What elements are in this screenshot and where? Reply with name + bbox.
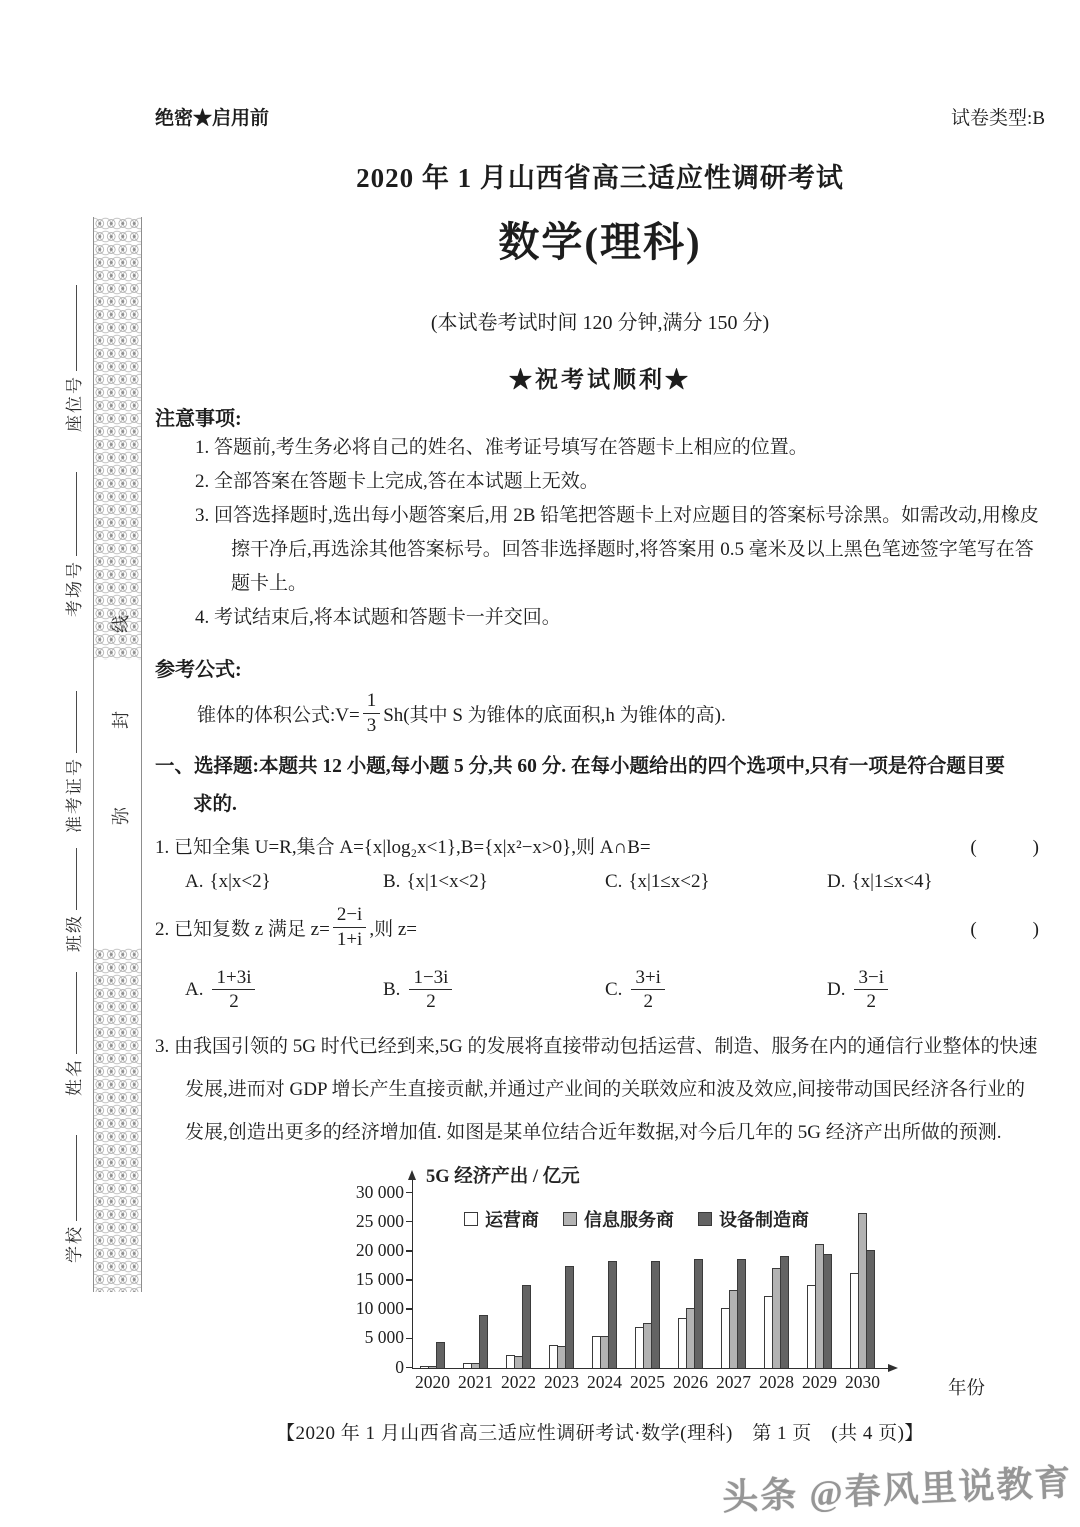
x-category-label: 2022 (501, 1371, 536, 1392)
label-class: 班级 (65, 914, 84, 952)
fraction-numerator: 1 (363, 690, 381, 713)
legend-label: 设备制造商 (719, 1209, 809, 1230)
y-tick-mark (406, 1192, 412, 1193)
option-b: B. {x|1<x<2} (383, 871, 488, 892)
x-category-label: 2030 (845, 1371, 880, 1392)
notice-item-3: 3. 回答选择题时,选出每小题答案后,用 2B 铅笔把答题卡上对应题目的答案标号涂黑。如需改动,用橡皮擦干净后,再选涂其他答案标号。回答非选择题时,将答案用 0.5 毫米及以上黑色笔迹签字笔写在答题卡上。 (195, 505, 1039, 594)
notice-item-4: 4. 考试结束后,将本试题和答题卡一并交回。 (195, 607, 561, 628)
x-axis-line (412, 1368, 888, 1369)
reference-formula-heading: 参考公式: (155, 659, 242, 681)
legend-item (698, 1206, 809, 1232)
fill-in-blank-line (76, 848, 77, 910)
chart-x-axis-label: 年份 (948, 1378, 986, 1399)
y-tick-mark (406, 1279, 412, 1280)
y-tick-label: 10 000 (355, 1298, 404, 1319)
option-d: D. {x|1≤x<4} (827, 871, 933, 892)
fill-in-blank-line (76, 472, 77, 556)
option-b: B. $\frac{1-3i}{2}$ (383, 967, 605, 1013)
bar (866, 1250, 875, 1368)
watermark-text: 头条 @春风里说教育 (720, 1462, 1073, 1518)
page-footer: 【2020 年 1 月山西省高三适应性调研考试·数学(理科) 第 1 页 (共 4 页)】 (276, 1422, 924, 1444)
formula-prefix: 锥体的体积公式:V= (197, 704, 360, 726)
question-2-options (155, 967, 1045, 1013)
question-3 (155, 1025, 1045, 1154)
x-category-label: 2027 (716, 1371, 751, 1392)
bar (823, 1254, 832, 1368)
fill-in-blank-line (76, 972, 77, 1054)
legend-item (464, 1206, 539, 1232)
chart-legend (464, 1206, 809, 1232)
fill-in-blank-line (76, 1135, 77, 1221)
notice-item-1: 1. 答题前,考生务必将自己的姓名、准考证号填写在答题卡上相应的位置。 (195, 437, 808, 458)
question-3-line-2: 发展,进而对 GDP 增长产生直接贡献,并通过产业间的关联效应和波及效应,间接带动国民经济各行业的 (185, 1078, 1026, 1100)
bar (479, 1315, 488, 1368)
y-tick-label: 25 000 (355, 1210, 404, 1231)
question-1-answer-bracket: ( ) (970, 837, 1045, 858)
chart-wrapper (348, 1160, 1045, 1412)
section-heading-line-2: 求的. (193, 794, 237, 815)
bar (565, 1266, 574, 1368)
bar (780, 1256, 789, 1368)
legend-label: 运营商 (485, 1209, 539, 1230)
x-axis-arrow-icon (888, 1364, 898, 1372)
option-c: C. {x|1≤x<2} (605, 871, 710, 892)
section-1-heading (155, 748, 1045, 824)
y-tick-label: 0 (395, 1356, 404, 1377)
exam-duration-subtitle: (本试卷考试时间 120 分钟,满分 150 分) (430, 312, 770, 334)
fill-in-blank-line (76, 285, 77, 371)
cone-volume-formula (197, 690, 1045, 736)
y-tick-mark (406, 1338, 412, 1339)
label-exam-room-number: 考场号 (65, 560, 84, 617)
legend-swatch-icon (698, 1212, 712, 1226)
top-header-row (155, 103, 1045, 130)
bar (608, 1261, 617, 1368)
option-a: A. $\frac{1+3i}{2}$ (185, 967, 383, 1013)
exam-content (155, 103, 1045, 1445)
x-category-label: 2020 (415, 1371, 450, 1392)
chart-y-axis-title: 5G 经济产出 / 亿元 (426, 1166, 580, 1187)
label-seat-number: 座位号 (65, 375, 84, 432)
label-admission-ticket-number: 准考证号 (65, 757, 84, 833)
option-c: C. $\frac{3+i}{2}$ (605, 967, 827, 1013)
seal-band (93, 217, 142, 1292)
question-2-stem: 2. 已知复数 z 满足 z= $\frac{2-i}{1+i}$ ,则 z= (155, 904, 417, 950)
y-tick-mark (406, 1367, 412, 1368)
fill-in-blank-line (76, 691, 77, 753)
section-heading-line-1: 一、选择题:本题共 12 小题,每小题 5 分,共 60 分. 在每小题给出的四个选项中,只有一项是符合题目要 (155, 756, 1005, 777)
question-1 (155, 832, 1045, 859)
question-2-answer-bracket: ( ) (970, 918, 1045, 940)
question-1-options (155, 871, 1045, 893)
question-3-line-1: 3. 由我国引领的 5G 时代已经到来,5G 的发展将直接带动包括运营、制造、服务在内的通信行业整体的快速 (155, 1035, 1038, 1057)
option-a: A. {x|x<2} (185, 871, 271, 892)
option-d: D. $\frac{3-i}{2}$ (827, 967, 891, 1013)
notice-heading: 注意事项: (155, 408, 242, 430)
legend-swatch-icon (563, 1212, 577, 1226)
x-category-label: 2025 (630, 1371, 665, 1392)
bar (651, 1261, 660, 1368)
paper-type-label: 试卷类型:B (951, 108, 1045, 129)
y-axis-arrow-icon (408, 1170, 416, 1180)
good-luck-banner: ★祝考试顺利★ (509, 367, 691, 392)
bar (694, 1259, 703, 1368)
y-tick-label: 30 000 (355, 1181, 404, 1202)
question-2 (155, 901, 1045, 953)
chart (348, 1160, 1008, 1412)
notice-item-2: 2. 全部答案在答题卡上完成,答在本试题上无效。 (195, 471, 599, 492)
y-tick-label: 5 000 (364, 1327, 404, 1348)
legend-label: 信息服务商 (584, 1209, 674, 1230)
seal-pattern-bottom (94, 948, 141, 1292)
subject-title: 数学(理科) (498, 219, 702, 265)
y-tick-label: 20 000 (355, 1239, 404, 1260)
x-category-label: 2029 (802, 1371, 837, 1392)
bar (737, 1259, 746, 1368)
question-1-stem: 1. 已知全集 U=R,集合 A={x|log₂x<1},B={x|x²−x>0},则 A∩B= (155, 837, 651, 858)
x-category-label: 2028 (759, 1371, 794, 1392)
secrecy-label: 绝密★启用前 (155, 108, 270, 129)
bar (522, 1285, 531, 1368)
exam-title: 2020 年 1 月山西省高三适应性调研考试 (356, 163, 844, 193)
question-3-line-3: 发展,创造出更多的经济增加值. 如图是某单位结合近年数据,对今后几年的 5G 经济产出所做的预测. (185, 1121, 1002, 1143)
y-tick-mark (406, 1308, 412, 1309)
x-category-label: 2023 (544, 1371, 579, 1392)
legend-item (563, 1206, 674, 1232)
y-tick-mark (406, 1221, 412, 1222)
label-name: 姓名 (65, 1058, 84, 1096)
formula-suffix: Sh(其中 S 为锥体的底面积,h 为锥体的高). (383, 704, 726, 726)
label-school: 学校 (65, 1225, 84, 1263)
seal-line-text: 弥 封 线 (111, 585, 131, 825)
legend-swatch-icon (464, 1212, 478, 1226)
x-category-label: 2026 (673, 1371, 708, 1392)
y-tick-mark (406, 1250, 412, 1251)
question-2-fraction: $\frac{2-i}{1+i}$ (333, 904, 367, 950)
bar (436, 1342, 445, 1368)
x-category-label: 2021 (458, 1371, 493, 1392)
y-axis-line (412, 1180, 413, 1368)
fraction-denominator: 3 (366, 714, 377, 736)
x-category-label: 2024 (587, 1371, 622, 1392)
formula-fraction (363, 690, 381, 736)
y-tick-label: 15 000 (355, 1269, 404, 1290)
